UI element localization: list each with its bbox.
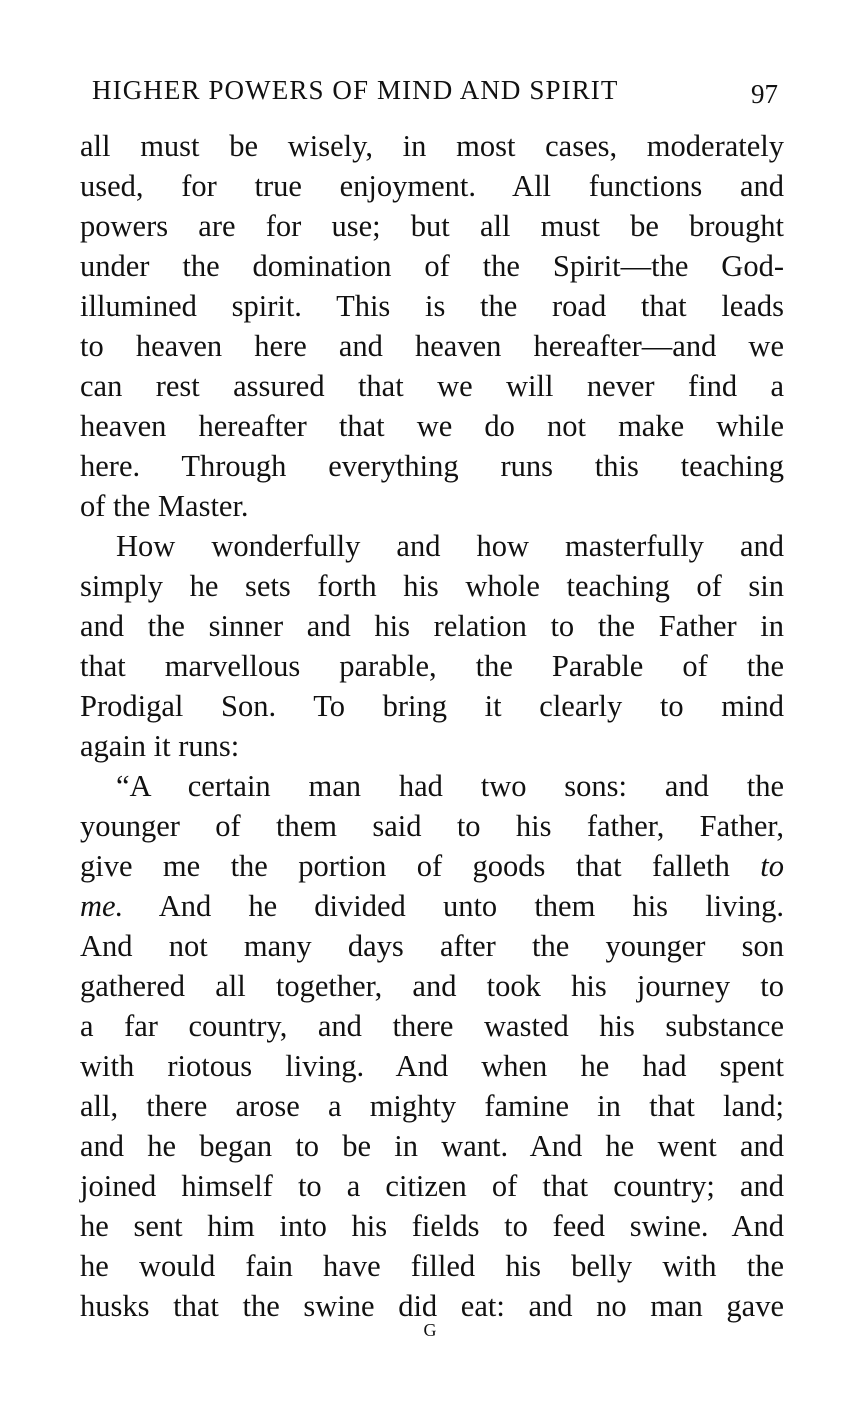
text-line: powers are for use; but all must be brought	[80, 209, 784, 243]
text-line: he sent him into his fields to feed swine. And	[80, 1209, 784, 1243]
running-head	[92, 70, 790, 110]
text-line: How wonderfully and how masterfully and	[116, 529, 784, 563]
text-line: all must be wisely, in most cases, moderately	[80, 129, 784, 163]
text-line: can rest assured that we will never find a	[80, 369, 784, 403]
text-line: that marvellous parable, the Parable of the	[80, 649, 784, 683]
text-line: and he began to be in want. And he went and	[80, 1129, 784, 1163]
italic-text: me.	[80, 889, 124, 923]
text-line: Prodigal Son. To bring it clearly to mind	[80, 689, 784, 723]
text-line: and the sinner and his relation to the Father in	[80, 609, 784, 643]
text-line: illumined spirit. This is the road that leads	[80, 289, 784, 323]
text-line: younger of them said to his father, Father,	[80, 809, 784, 843]
text-line: he would fain have filled his belly with the	[80, 1249, 784, 1283]
text-line: gathered all together, and took his journey to	[80, 969, 784, 1003]
text-line: of the Master.	[80, 489, 249, 523]
text-line: a far country, and there wasted his substance	[80, 1009, 784, 1043]
text-line: under the domination of the Spirit—the God-	[80, 249, 784, 283]
text-line	[80, 846, 784, 886]
text-fragment: give me the portion of goods that falleth	[80, 849, 730, 883]
text-line: And not many days after the younger son	[80, 929, 784, 963]
text-line: heaven hereafter that we do not make while	[80, 409, 784, 443]
text-line: all, there arose a mighty famine in that land;	[80, 1089, 784, 1123]
text-line: “A certain man had two sons: and the	[116, 769, 784, 803]
page-number: 97	[751, 79, 778, 109]
text-line	[80, 886, 784, 926]
text-line: husks that the swine did eat: and no man gave	[80, 1289, 784, 1323]
text-line: to heaven here and heaven hereafter—and we	[80, 329, 784, 363]
chapter-title: HIGHER POWERS OF MIND AND SPIRIT	[92, 75, 619, 105]
text-line: again it runs:	[80, 729, 240, 763]
text-line: used, for true enjoyment. All functions and	[80, 169, 784, 203]
body-text	[80, 126, 784, 1326]
text-line: with riotous living. And when he had spent	[80, 1049, 784, 1083]
italic-text: to	[760, 849, 784, 883]
text-line: here. Through everything runs this teaching	[80, 449, 784, 483]
signature-mark: G	[423, 1320, 437, 1340]
text-line: joined himself to a citizen of that country; and	[80, 1169, 784, 1203]
text-fragment: And he divided unto them his living.	[158, 889, 784, 923]
text-line: simply he sets forth his whole teaching of sin	[80, 569, 784, 603]
